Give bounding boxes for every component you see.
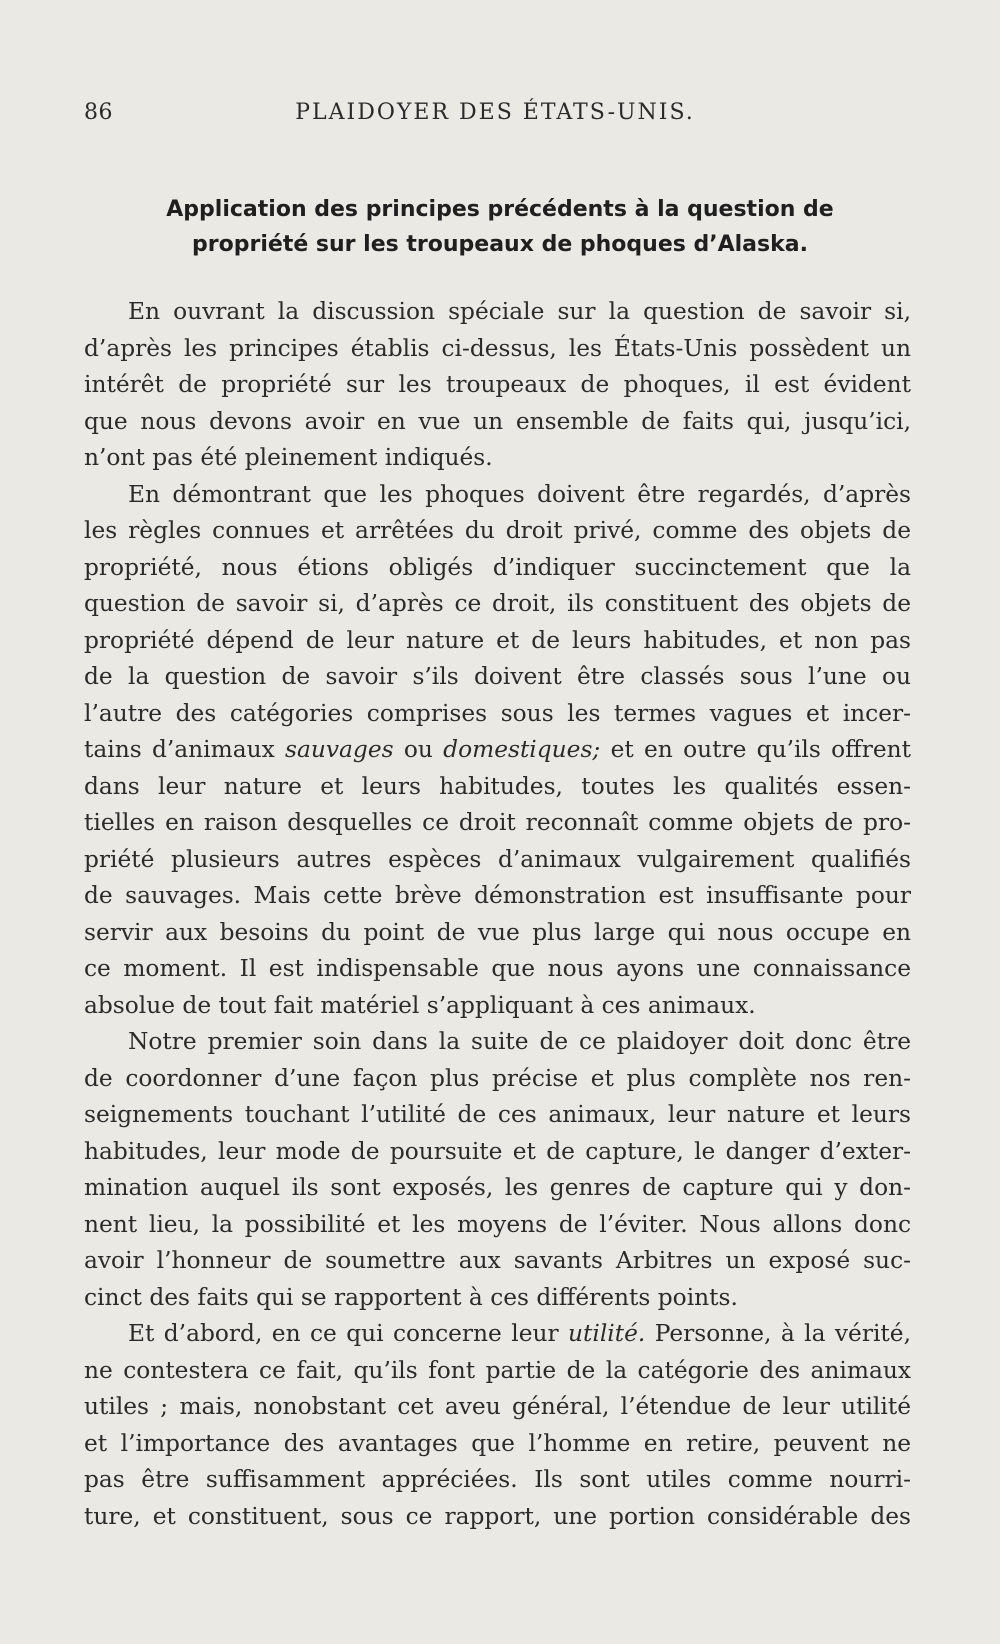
- italic-term: sauvages: [285, 736, 394, 763]
- text-segment: tains d’animaux: [84, 736, 275, 763]
- text-line: priété plusieurs autres espèces d’animaux vulgairement qualifiés: [84, 845, 911, 873]
- page-number: 86: [84, 100, 113, 125]
- text-line: avoir l’honneur de soumettre aux savants Arbitres un exposé suc-: [84, 1247, 911, 1274]
- text-line: Notre premier soin dans la suite de ce plaidoyer doit donc être: [128, 1028, 911, 1055]
- text-line: habitudes, leur mode de poursuite et de capture, le danger d’exter-: [84, 1137, 911, 1165]
- text-line: question de savoir si, d’après ce droit, ils constituent des objets de: [84, 590, 911, 617]
- text-line: ce moment. Il est indispensable que nous ayons une connaissance: [84, 955, 911, 982]
- text-line: n’ont pas été pleinement indiqués.: [84, 444, 493, 471]
- text-line: de sauvages. Mais cette brève démonstration est insuffisante pour: [84, 882, 911, 909]
- text-line: En démontrant que les phoques doivent être regardés, d’après: [128, 480, 911, 508]
- text-line: l’autre des catégories comprises sous les termes vagues et incer-: [84, 699, 911, 727]
- text-line: [84, 1316, 911, 1353]
- text-line: seignements touchant l’utilité de ces animaux, leur nature et leurs: [84, 1101, 911, 1128]
- italic-term: utilité.: [568, 1320, 646, 1347]
- text-line: tielles en raison desquelles ce droit reconnaît comme objets de pro-: [84, 809, 911, 836]
- text-segment: Personne, à la vérité,: [654, 1320, 911, 1347]
- text-line: ne contestera ce fait, qu’ils font partie de la catégorie des animaux: [84, 1356, 911, 1384]
- text-line: de la question de savoir s’ils doivent être classés sous l’une ou: [84, 663, 911, 690]
- text-segment: et en outre qu’ils offrent: [610, 736, 911, 763]
- text-line: intérêt de propriété sur les troupeaux de phoques, il est évident: [84, 371, 911, 398]
- text-line: les règles connues et arrêtées du droit privé, comme des objets de: [84, 517, 911, 544]
- text-line: de coordonner d’une façon plus précise et plus complète nos ren-: [84, 1064, 911, 1092]
- text-line: propriété, nous étions obligés d’indiquer succinctement que la: [84, 553, 911, 581]
- section-heading-line: Application des principes précédents à la question de: [166, 197, 834, 222]
- text-line: dans leur nature et leurs habitudes, toutes les qualités essen-: [84, 772, 911, 800]
- text-line: et l’importance des avantages que l’homme en retire, peuvent ne: [84, 1429, 911, 1457]
- italic-term: domestiques;: [443, 736, 601, 763]
- section-heading: [100, 192, 900, 262]
- text-line: ture, et constituent, sous ce rapport, une portion considérable des: [84, 1502, 911, 1530]
- text-line: En ouvrant la discussion spéciale sur la question de savoir si,: [128, 298, 911, 325]
- text-line: cinct des faits qui se rapportent à ces différents points.: [84, 1283, 738, 1311]
- text-line: [84, 732, 911, 769]
- text-line: que nous devons avoir en vue un ensemble de faits qui, jusqu’ici,: [84, 407, 911, 435]
- page-header: [84, 100, 906, 130]
- text-line: nent lieu, la possibilité et les moyens de l’éviter. Nous allons donc: [84, 1210, 911, 1238]
- text-line: pas être suffisamment appréciées. Ils sont utiles comme nourri-: [84, 1466, 911, 1493]
- text-line: d’après les principes établis ci-dessus, les États-Unis possèdent un: [84, 334, 911, 362]
- text-line: servir aux besoins du point de vue plus large qui nous occupe en: [84, 918, 911, 946]
- text-line: utiles ; mais, nonobstant cet aveu général, l’étendue de leur utilité: [84, 1393, 911, 1420]
- running-title: PLAIDOYER DES ÉTATS-UNIS.: [295, 100, 695, 125]
- text-segment: Et d’abord, en ce qui concerne leur: [128, 1320, 559, 1347]
- text-line: mination auquel ils sont exposés, les genres de capture qui y don-: [84, 1174, 911, 1201]
- body-text: [84, 294, 911, 1535]
- section-heading-line: propriété sur les troupeaux de phoques d’Alaska.: [192, 232, 808, 257]
- text-line: absolue de tout fait matériel s’appliquant à ces animaux.: [84, 991, 756, 1019]
- text-segment: ou: [403, 736, 433, 763]
- text-line: propriété dépend de leur nature et de leurs habitudes, et non pas: [84, 626, 911, 654]
